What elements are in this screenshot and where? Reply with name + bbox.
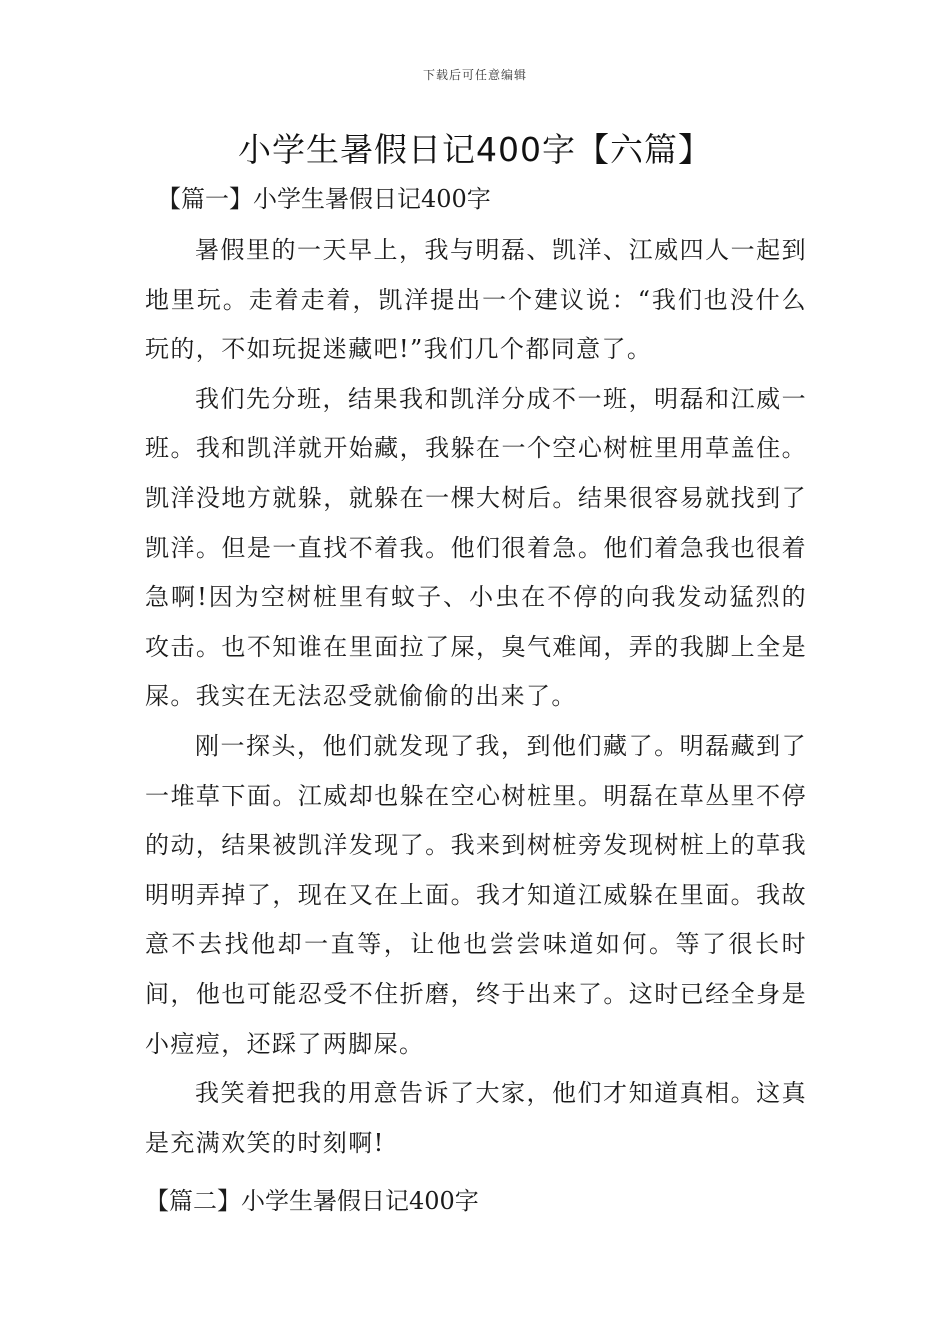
section-heading-2: 【篇二】小学生暑假日记400字 <box>145 1187 479 1216</box>
paragraph-4: 我笑着把我的用意告诉了大家，他们才知道真相。这真是充满欢笑的时刻啊! <box>145 1079 807 1157</box>
document-body <box>145 176 807 1224</box>
header-note: 下载后可任意编辑 <box>422 68 527 82</box>
section-heading-1: 【篇一】小学生暑假日记400字 <box>157 185 491 213</box>
document-title: 小学生暑假日记400字【六篇】 <box>238 130 712 169</box>
paragraph-2: 我们先分班，结果我和凯洋分成不一班，明磊和江威一班。我和凯洋就开始藏，我躲在一个空心树桩里用草盖住。凯洋没地方就躲，就躲在一棵大树后。结果很容易就找到了凯洋。但是一直找不着我。他们很着急。他们着急我也很着急啊!因为空树桩里有蚊子、小虫在不停的向我发动猛烈的攻击。也不知谁在里面拉了屎，臭气难闻，弄的我脚上全是屎。我实在无法忍受就偷偷的出来了。 <box>145 384 807 711</box>
paragraph-1: 暑假里的一天早上，我与明磊、凯洋、江威四人一起到地里玩。走着走着，凯洋提出一个建议说：“我们也没什么玩的，不如玩捉迷藏吧!”我们几个都同意了。 <box>145 236 807 364</box>
paragraph-3: 刚一探头，他们就发现了我，到他们藏了。明磊藏到了一堆草下面。江威却也躲在空心树桩里。明磊在草丛里不停的动，结果被凯洋发现了。我来到树桩旁发现树桩上的草我明明弄掉了，现在又在上面。我才知道江威躲在里面。我故意不去找他却一直等，让他也尝尝味道如何。等了很长时间，他也可能忍受不住折磨，终于出来了。这时已经全身是小痘痘，还踩了两脚屎。 <box>145 731 807 1058</box>
